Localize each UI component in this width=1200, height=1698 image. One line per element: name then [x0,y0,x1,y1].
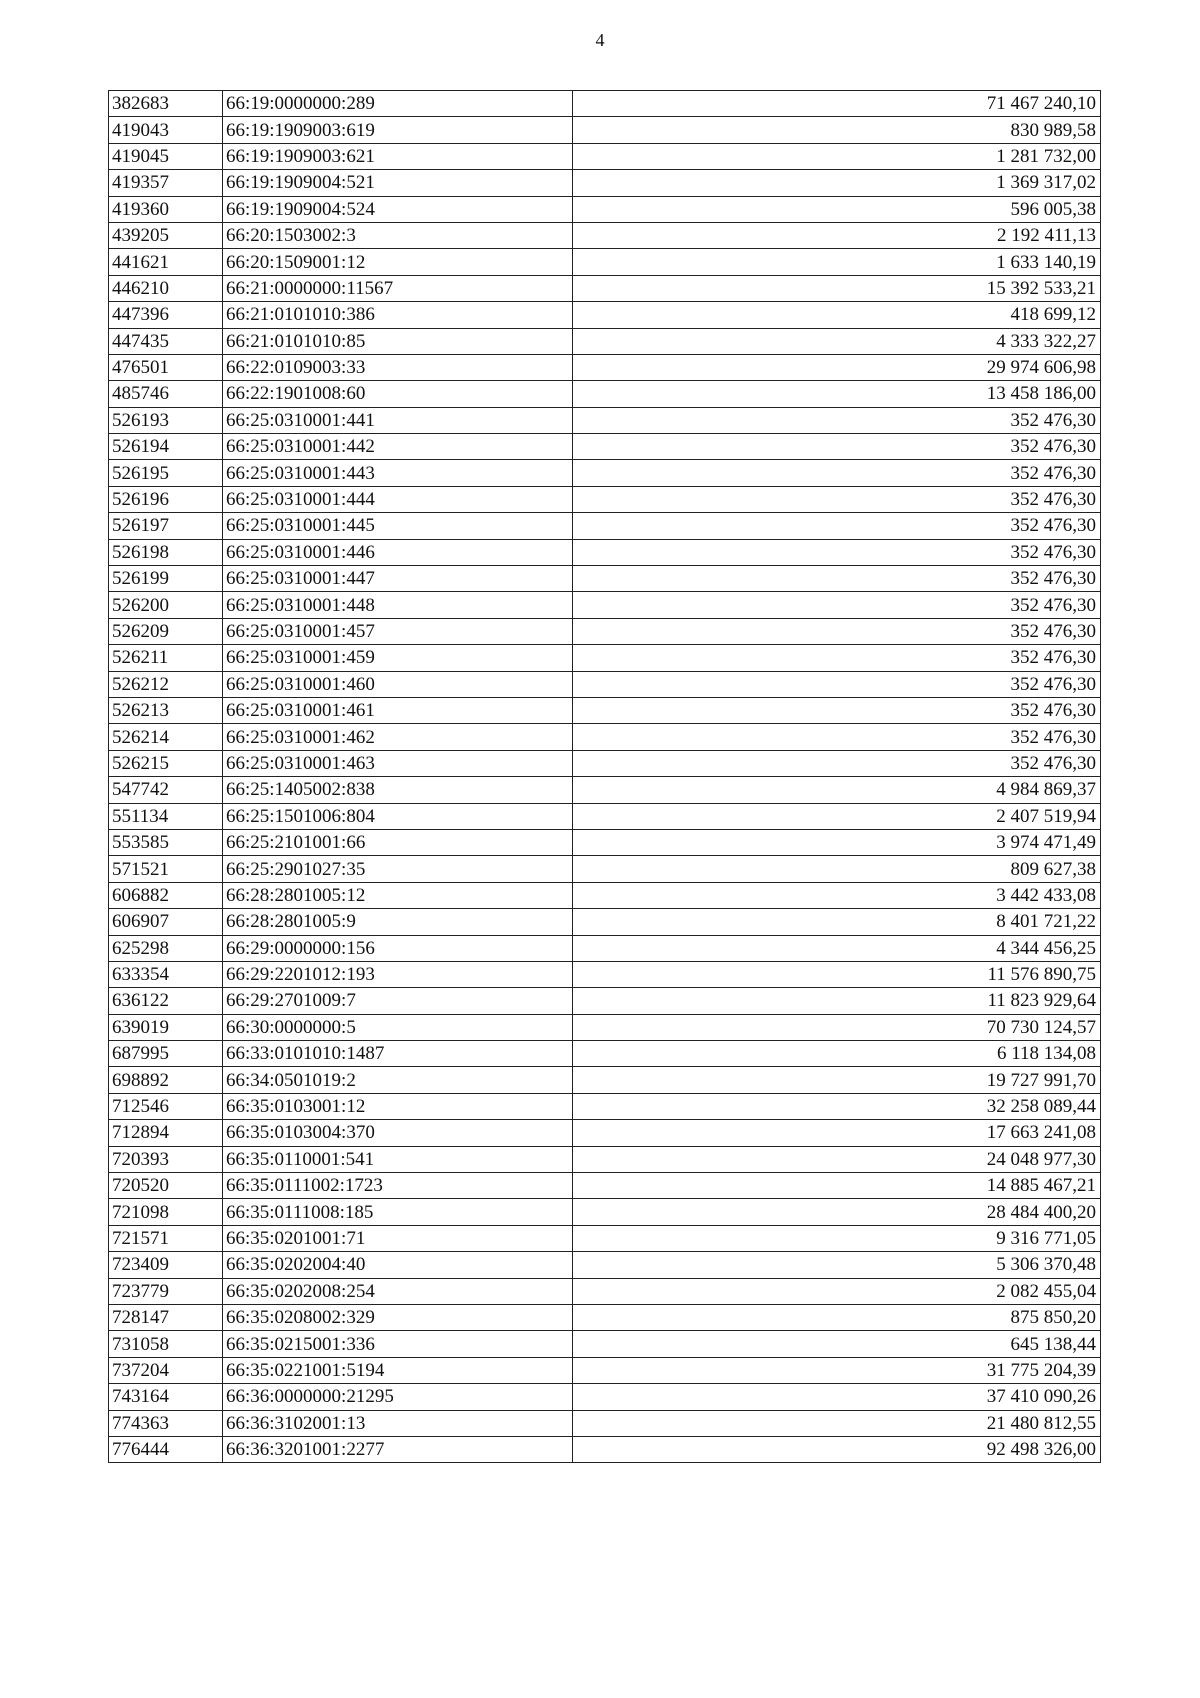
table-row [109,856,1101,882]
object-id-cell: 526215 [109,750,223,776]
table-row [109,1304,1101,1330]
cadastral-number-cell: 66:25:0310001:444 [223,486,573,512]
table-row [109,1146,1101,1172]
table-row [109,697,1101,723]
table-row [109,1093,1101,1119]
cadastral-number-cell: 66:34:0501019:2 [223,1067,573,1093]
cadastral-value-cell: 352 476,30 [573,460,1101,486]
table-row [109,539,1101,565]
cadastral-number-cell: 66:25:0310001:461 [223,697,573,723]
table-row [109,750,1101,776]
object-id-cell: 728147 [109,1304,223,1330]
cadastral-value-cell: 1 633 140,19 [573,249,1101,275]
cadastral-number-cell: 66:35:0103004:370 [223,1120,573,1146]
object-id-cell: 774363 [109,1410,223,1436]
cadastral-number-cell: 66:25:0310001:441 [223,407,573,433]
object-id-cell: 526213 [109,697,223,723]
object-id-cell: 419043 [109,117,223,143]
table-body [109,91,1101,1463]
cadastral-value-cell: 1 281 732,00 [573,143,1101,169]
object-id-cell: 571521 [109,856,223,882]
cadastral-value-cell: 6 118 134,08 [573,1041,1101,1067]
object-id-cell: 551134 [109,803,223,829]
cadastral-number-cell: 66:25:0310001:463 [223,750,573,776]
object-id-cell: 526194 [109,434,223,460]
cadastral-number-cell: 66:20:1503002:3 [223,222,573,248]
cadastral-value-cell: 92 498 326,00 [573,1436,1101,1462]
cadastral-number-cell: 66:35:0202008:254 [223,1278,573,1304]
object-id-cell: 476501 [109,354,223,380]
object-id-cell: 687995 [109,1041,223,1067]
cadastral-value-cell: 8 401 721,22 [573,909,1101,935]
object-id-cell: 419360 [109,196,223,222]
cadastral-number-cell: 66:35:0111008:185 [223,1199,573,1225]
cadastral-number-cell: 66:36:3201001:2277 [223,1436,573,1462]
cadastral-number-cell: 66:25:0310001:447 [223,566,573,592]
cadastral-value-cell: 875 850,20 [573,1304,1101,1330]
cadastral-value-cell: 17 663 241,08 [573,1120,1101,1146]
cadastral-value-cell: 3 974 471,49 [573,829,1101,855]
cadastral-value-cell: 2 192 411,13 [573,222,1101,248]
table-row [109,302,1101,328]
cadastral-value-cell: 14 885 467,21 [573,1173,1101,1199]
table-row [109,1120,1101,1146]
table-row [109,196,1101,222]
table-row [109,249,1101,275]
table-row [109,434,1101,460]
cadastral-value-cell: 2 082 455,04 [573,1278,1101,1304]
object-id-cell: 553585 [109,829,223,855]
cadastral-number-cell: 66:29:2201012:193 [223,961,573,987]
table-row [109,1225,1101,1251]
object-id-cell: 698892 [109,1067,223,1093]
cadastral-number-cell: 66:33:0101010:1487 [223,1041,573,1067]
table-row [109,407,1101,433]
object-id-cell: 447396 [109,302,223,328]
object-id-cell: 633354 [109,961,223,987]
cadastral-number-cell: 66:25:0310001:445 [223,513,573,539]
table-row [109,170,1101,196]
cadastral-number-cell: 66:21:0000000:11567 [223,275,573,301]
object-id-cell: 606907 [109,909,223,935]
object-id-cell: 639019 [109,1014,223,1040]
cadastral-number-cell: 66:35:0202004:40 [223,1252,573,1278]
object-id-cell: 526195 [109,460,223,486]
object-id-cell: 526214 [109,724,223,750]
cadastral-value-cell: 352 476,30 [573,434,1101,460]
cadastral-value-cell: 11 823 929,64 [573,988,1101,1014]
cadastral-value-cell: 352 476,30 [573,486,1101,512]
object-id-cell: 743164 [109,1384,223,1410]
cadastral-number-cell: 66:36:0000000:21295 [223,1384,573,1410]
table-row [109,961,1101,987]
cadastral-value-cell: 37 410 090,26 [573,1384,1101,1410]
table-row [109,1410,1101,1436]
cadastral-number-cell: 66:36:3102001:13 [223,1410,573,1436]
cadastral-value-cell: 352 476,30 [573,750,1101,776]
cadastral-number-cell: 66:25:0310001:448 [223,592,573,618]
object-id-cell: 606882 [109,882,223,908]
object-id-cell: 723409 [109,1252,223,1278]
cadastral-number-cell: 66:22:0109003:33 [223,354,573,380]
cadastral-number-cell: 66:20:1509001:12 [223,249,573,275]
table-row [109,143,1101,169]
cadastral-value-cell: 31 775 204,39 [573,1357,1101,1383]
table-row [109,354,1101,380]
table-row [109,777,1101,803]
object-id-cell: 447435 [109,328,223,354]
object-id-cell: 526196 [109,486,223,512]
cadastral-number-cell: 66:25:1501006:804 [223,803,573,829]
table-row [109,618,1101,644]
cadastral-value-cell: 5 306 370,48 [573,1252,1101,1278]
object-id-cell: 419045 [109,143,223,169]
cadastral-value-cell: 352 476,30 [573,566,1101,592]
cadastral-value-cell: 352 476,30 [573,697,1101,723]
cadastral-number-cell: 66:21:0101010:85 [223,328,573,354]
cadastral-number-cell: 66:25:2901027:35 [223,856,573,882]
object-id-cell: 526193 [109,407,223,433]
cadastral-number-cell: 66:35:0111002:1723 [223,1173,573,1199]
table-row [109,909,1101,935]
table-row [109,724,1101,750]
object-id-cell: 526211 [109,645,223,671]
table-row [109,1357,1101,1383]
object-id-cell: 723779 [109,1278,223,1304]
cadastral-number-cell: 66:22:1901008:60 [223,381,573,407]
cadastral-number-cell: 66:25:0310001:462 [223,724,573,750]
cadastral-value-cell: 15 392 533,21 [573,275,1101,301]
cadastral-value-cell: 596 005,38 [573,196,1101,222]
cadastral-number-cell: 66:19:0000000:289 [223,91,573,117]
cadastral-number-cell: 66:25:0310001:459 [223,645,573,671]
cadastral-number-cell: 66:35:0208002:329 [223,1304,573,1330]
cadastral-number-cell: 66:19:1909003:619 [223,117,573,143]
cadastral-number-cell: 66:21:0101010:386 [223,302,573,328]
object-id-cell: 526198 [109,539,223,565]
object-id-cell: 446210 [109,275,223,301]
object-id-cell: 526200 [109,592,223,618]
cadastral-value-cell: 71 467 240,10 [573,91,1101,117]
cadastral-number-cell: 66:28:2801005:12 [223,882,573,908]
cadastral-value-cell: 21 480 812,55 [573,1410,1101,1436]
cadastral-value-cell: 352 476,30 [573,645,1101,671]
table-row [109,1067,1101,1093]
table-row [109,513,1101,539]
cadastral-value-cell: 4 333 322,27 [573,328,1101,354]
cadastral-number-cell: 66:35:0215001:336 [223,1331,573,1357]
cadastral-value-cell: 28 484 400,20 [573,1199,1101,1225]
cadastral-value-cell: 809 627,38 [573,856,1101,882]
cadastral-value-cell: 352 476,30 [573,724,1101,750]
cadastral-number-cell: 66:25:2101001:66 [223,829,573,855]
object-id-cell: 441621 [109,249,223,275]
cadastral-value-cell: 1 369 317,02 [573,170,1101,196]
table-row [109,1436,1101,1462]
table-row [109,328,1101,354]
table-row [109,1014,1101,1040]
cadastral-number-cell: 66:19:1909004:521 [223,170,573,196]
cadastral-value-cell: 352 476,30 [573,539,1101,565]
cadastral-number-cell: 66:30:0000000:5 [223,1014,573,1040]
object-id-cell: 712546 [109,1093,223,1119]
cadastral-value-cell: 29 974 606,98 [573,354,1101,380]
object-id-cell: 737204 [109,1357,223,1383]
cadastral-number-cell: 66:25:0310001:457 [223,618,573,644]
cadastral-value-cell: 352 476,30 [573,671,1101,697]
table-row [109,1199,1101,1225]
cadastral-number-cell: 66:29:0000000:156 [223,935,573,961]
cadastral-value-cell: 352 476,30 [573,513,1101,539]
object-id-cell: 526199 [109,566,223,592]
cadastral-number-cell: 66:25:0310001:442 [223,434,573,460]
page-number: 4 [595,30,605,50]
table-row [109,935,1101,961]
cadastral-value-table [108,90,1101,1463]
cadastral-number-cell: 66:35:0221001:5194 [223,1357,573,1383]
cadastral-value-cell: 13 458 186,00 [573,381,1101,407]
object-id-cell: 720520 [109,1173,223,1199]
cadastral-value-cell: 418 699,12 [573,302,1101,328]
cadastral-number-cell: 66:25:0310001:443 [223,460,573,486]
object-id-cell: 776444 [109,1436,223,1462]
cadastral-value-cell: 19 727 991,70 [573,1067,1101,1093]
table-row [109,803,1101,829]
object-id-cell: 721571 [109,1225,223,1251]
cadastral-number-cell: 66:25:1405002:838 [223,777,573,803]
cadastral-value-cell: 4 344 456,25 [573,935,1101,961]
table-row [109,988,1101,1014]
table-row [109,566,1101,592]
cadastral-number-cell: 66:19:1909004:524 [223,196,573,222]
table-row [109,1384,1101,1410]
cadastral-value-cell: 352 476,30 [573,592,1101,618]
object-id-cell: 419357 [109,170,223,196]
cadastral-value-cell: 32 258 089,44 [573,1093,1101,1119]
table-row [109,1252,1101,1278]
table-row [109,486,1101,512]
cadastral-value-cell: 2 407 519,94 [573,803,1101,829]
cadastral-number-cell: 66:28:2801005:9 [223,909,573,935]
object-id-cell: 731058 [109,1331,223,1357]
cadastral-number-cell: 66:35:0201001:71 [223,1225,573,1251]
table-row [109,460,1101,486]
cadastral-value-cell: 352 476,30 [573,618,1101,644]
table-row [109,381,1101,407]
object-id-cell: 547742 [109,777,223,803]
table-row [109,1041,1101,1067]
table-row [109,1278,1101,1304]
object-id-cell: 485746 [109,381,223,407]
table-row [109,829,1101,855]
table-row [109,1173,1101,1199]
cadastral-value-cell: 352 476,30 [573,407,1101,433]
object-id-cell: 636122 [109,988,223,1014]
object-id-cell: 526197 [109,513,223,539]
table-row [109,275,1101,301]
cadastral-value-cell: 4 984 869,37 [573,777,1101,803]
table-row [109,1331,1101,1357]
cadastral-number-cell: 66:35:0103001:12 [223,1093,573,1119]
cadastral-value-cell: 24 048 977,30 [573,1146,1101,1172]
object-id-cell: 382683 [109,91,223,117]
cadastral-number-cell: 66:35:0110001:541 [223,1146,573,1172]
object-id-cell: 721098 [109,1199,223,1225]
cadastral-number-cell: 66:25:0310001:446 [223,539,573,565]
cadastral-value-cell: 645 138,44 [573,1331,1101,1357]
object-id-cell: 439205 [109,222,223,248]
cadastral-value-cell: 9 316 771,05 [573,1225,1101,1251]
object-id-cell: 526212 [109,671,223,697]
object-id-cell: 712894 [109,1120,223,1146]
cadastral-value-cell: 830 989,58 [573,117,1101,143]
cadastral-value-cell: 70 730 124,57 [573,1014,1101,1040]
object-id-cell: 526209 [109,618,223,644]
table-row [109,91,1101,117]
table-row [109,592,1101,618]
cadastral-number-cell: 66:29:2701009:7 [223,988,573,1014]
table-row [109,882,1101,908]
table-row [109,117,1101,143]
cadastral-number-cell: 66:25:0310001:460 [223,671,573,697]
object-id-cell: 720393 [109,1146,223,1172]
object-id-cell: 625298 [109,935,223,961]
cadastral-value-cell: 11 576 890,75 [573,961,1101,987]
table-row [109,645,1101,671]
cadastral-value-cell: 3 442 433,08 [573,882,1101,908]
table-row [109,671,1101,697]
table-row [109,222,1101,248]
cadastral-number-cell: 66:19:1909003:621 [223,143,573,169]
